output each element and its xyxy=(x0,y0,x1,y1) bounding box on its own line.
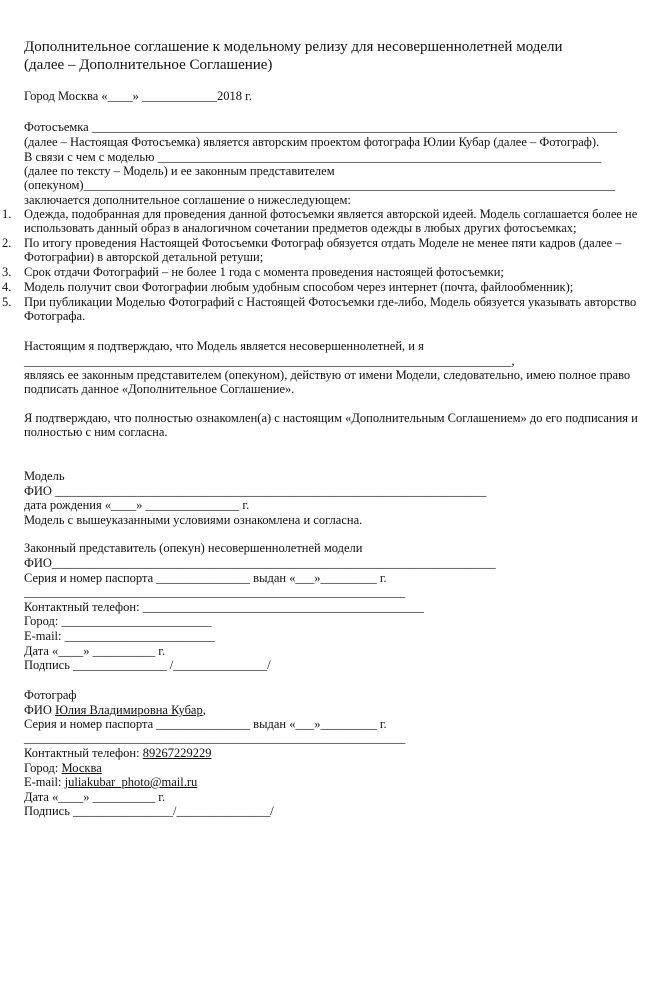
term-number: 1. xyxy=(2,207,12,221)
term-number: 2. xyxy=(2,236,12,250)
photographer-phone-value: 89267229229 xyxy=(142,746,212,760)
guardian-email-field: E-mail: ________________________ xyxy=(24,629,215,643)
confirm-line4: подписать данное «Дополнительное Соглашение». xyxy=(24,382,295,396)
term-4-line1: Модель получит свои Фотографии любым удобным способом через интернет (почта, файлообменник); xyxy=(24,280,574,294)
photographer-email-field xyxy=(24,775,197,789)
photographer-phone-label: Контактный телефон: xyxy=(24,746,143,760)
photographer-signature-field: Подпись ________________/_______________/ xyxy=(24,804,274,818)
model-line: В связи с чем с моделью _______________________________________________________________________ xyxy=(24,150,602,164)
document-title-line2: (далее – Дополнительное Соглашение) xyxy=(24,57,273,73)
acknowledge-line1: Я подтверждаю, что полностью ознакомлен(а) с настоящим «Дополнительным Соглашением» до его подписания и xyxy=(24,411,638,425)
photographer-passport-line2: _____________________________________________________________ xyxy=(24,731,406,745)
photographer-fio-label: ФИО xyxy=(24,703,56,717)
photographer-heading: Фотограф xyxy=(24,688,77,702)
photographer-fio-suffix: , xyxy=(202,703,206,717)
guardian-passport-field: Серия и номер паспорта _______________ выдан «___»_________ г. xyxy=(24,571,387,585)
city-date-line: Город Москва «____» ____________2018 г. xyxy=(24,89,252,103)
term-1-line1: Одежда, подобранная для проведения данной фотосъемки является авторской идеей. Модель соглашается более не xyxy=(24,207,638,221)
agreement-intro: заключается дополнительное соглашение о нижеследующем: xyxy=(24,193,351,207)
photographer-city-value: Москва xyxy=(61,761,102,775)
model-birthdate-field: дата рождения «____» _______________ г. xyxy=(24,498,250,512)
term-2-line2: Фотографии) в авторской детальной ретуши; xyxy=(24,250,264,264)
term-5-line1: При публикации Моделью Фотографий с Настоящей Фотосъемки где-либо, Модель обязуется указывать авторство xyxy=(24,295,637,309)
photographer-email-label: E-mail: xyxy=(24,775,65,789)
guardian-fio-field: ФИО_______________________________________________________________________ xyxy=(24,556,496,570)
photographer-date-field: Дата «____» __________ г. xyxy=(24,790,166,804)
model-acknowledgement: Модель с вышеуказанными условиями ознакомлена и согласна. xyxy=(24,513,363,527)
confirm-line3: являясь ее законным представителем (опекуном), действую от имени Модели, следовательно, имею полное право xyxy=(24,368,631,382)
photographer-fio-value: Юлия Владимировна Кубар xyxy=(55,703,203,717)
photoshoot-description: (далее – Настоящая Фотосъемка) является авторским проектом фотографа Юлии Кубар (далее – Фотограф). xyxy=(24,135,600,149)
document-title-line1: Дополнительное соглашение к модельному релизу для несовершеннолетней модели xyxy=(24,39,563,55)
photographer-city-label: Город: xyxy=(24,761,62,775)
model-fio-field: ФИО _____________________________________________________________________ xyxy=(24,484,487,498)
term-3-line1: Срок отдачи Фотографий – не более 1 года с момента проведения настоящей фотосъемки; xyxy=(24,265,504,279)
confirm-line2: ______________________________________________________________________________, xyxy=(24,354,515,368)
model-description: (далее по тексту – Модель) и ее законным представителем xyxy=(24,164,335,178)
model-heading: Модель xyxy=(24,469,65,483)
guardian-signature-field: Подпись _______________ /_______________/ xyxy=(24,658,271,672)
term-2-line1: По итогу проведения Настоящей Фотосъемки Фотограф обязуется отдать Моделе не менее пяти кадров (далее – xyxy=(24,236,622,250)
term-number: 4. xyxy=(2,280,12,294)
term-number: 5. xyxy=(2,295,12,309)
term-5-line2: Фотографа. xyxy=(24,309,86,323)
photographer-passport-field: Серия и номер паспорта _______________ выдан «___»_________ г. xyxy=(24,717,387,731)
guardian-city-field: Город: ________________________ xyxy=(24,614,212,628)
acknowledge-line2: полностью с ним согласна. xyxy=(24,425,168,439)
photographer-fio-field xyxy=(24,703,206,717)
guardian-line: (опекуном)_____________________________________________________________________________________ xyxy=(24,178,615,192)
guardian-passport-line2: _____________________________________________________________ xyxy=(24,585,406,599)
photographer-phone-field xyxy=(24,746,211,760)
photographer-city-field xyxy=(24,761,102,775)
guardian-date-field: Дата «____» __________ г. xyxy=(24,644,166,658)
photoshoot-line: Фотосъемка ____________________________________________________________________________________ xyxy=(24,120,617,134)
photographer-email-link[interactable]: juliakubar_photo@mail.ru xyxy=(64,775,198,789)
term-number: 3. xyxy=(2,265,12,279)
guardian-heading: Законный представитель (опекун) несовершеннолетней модели xyxy=(24,541,363,555)
confirm-line1: Настоящим я подтверждаю, что Модель является несовершеннолетней, и я xyxy=(24,339,424,353)
guardian-phone-field: Контактный телефон: _____________________________________________ xyxy=(24,600,424,614)
term-1-line2: использовать данный образ в аналогичном сочетании предметов одежды в любых других фотосъемках; xyxy=(24,221,577,235)
